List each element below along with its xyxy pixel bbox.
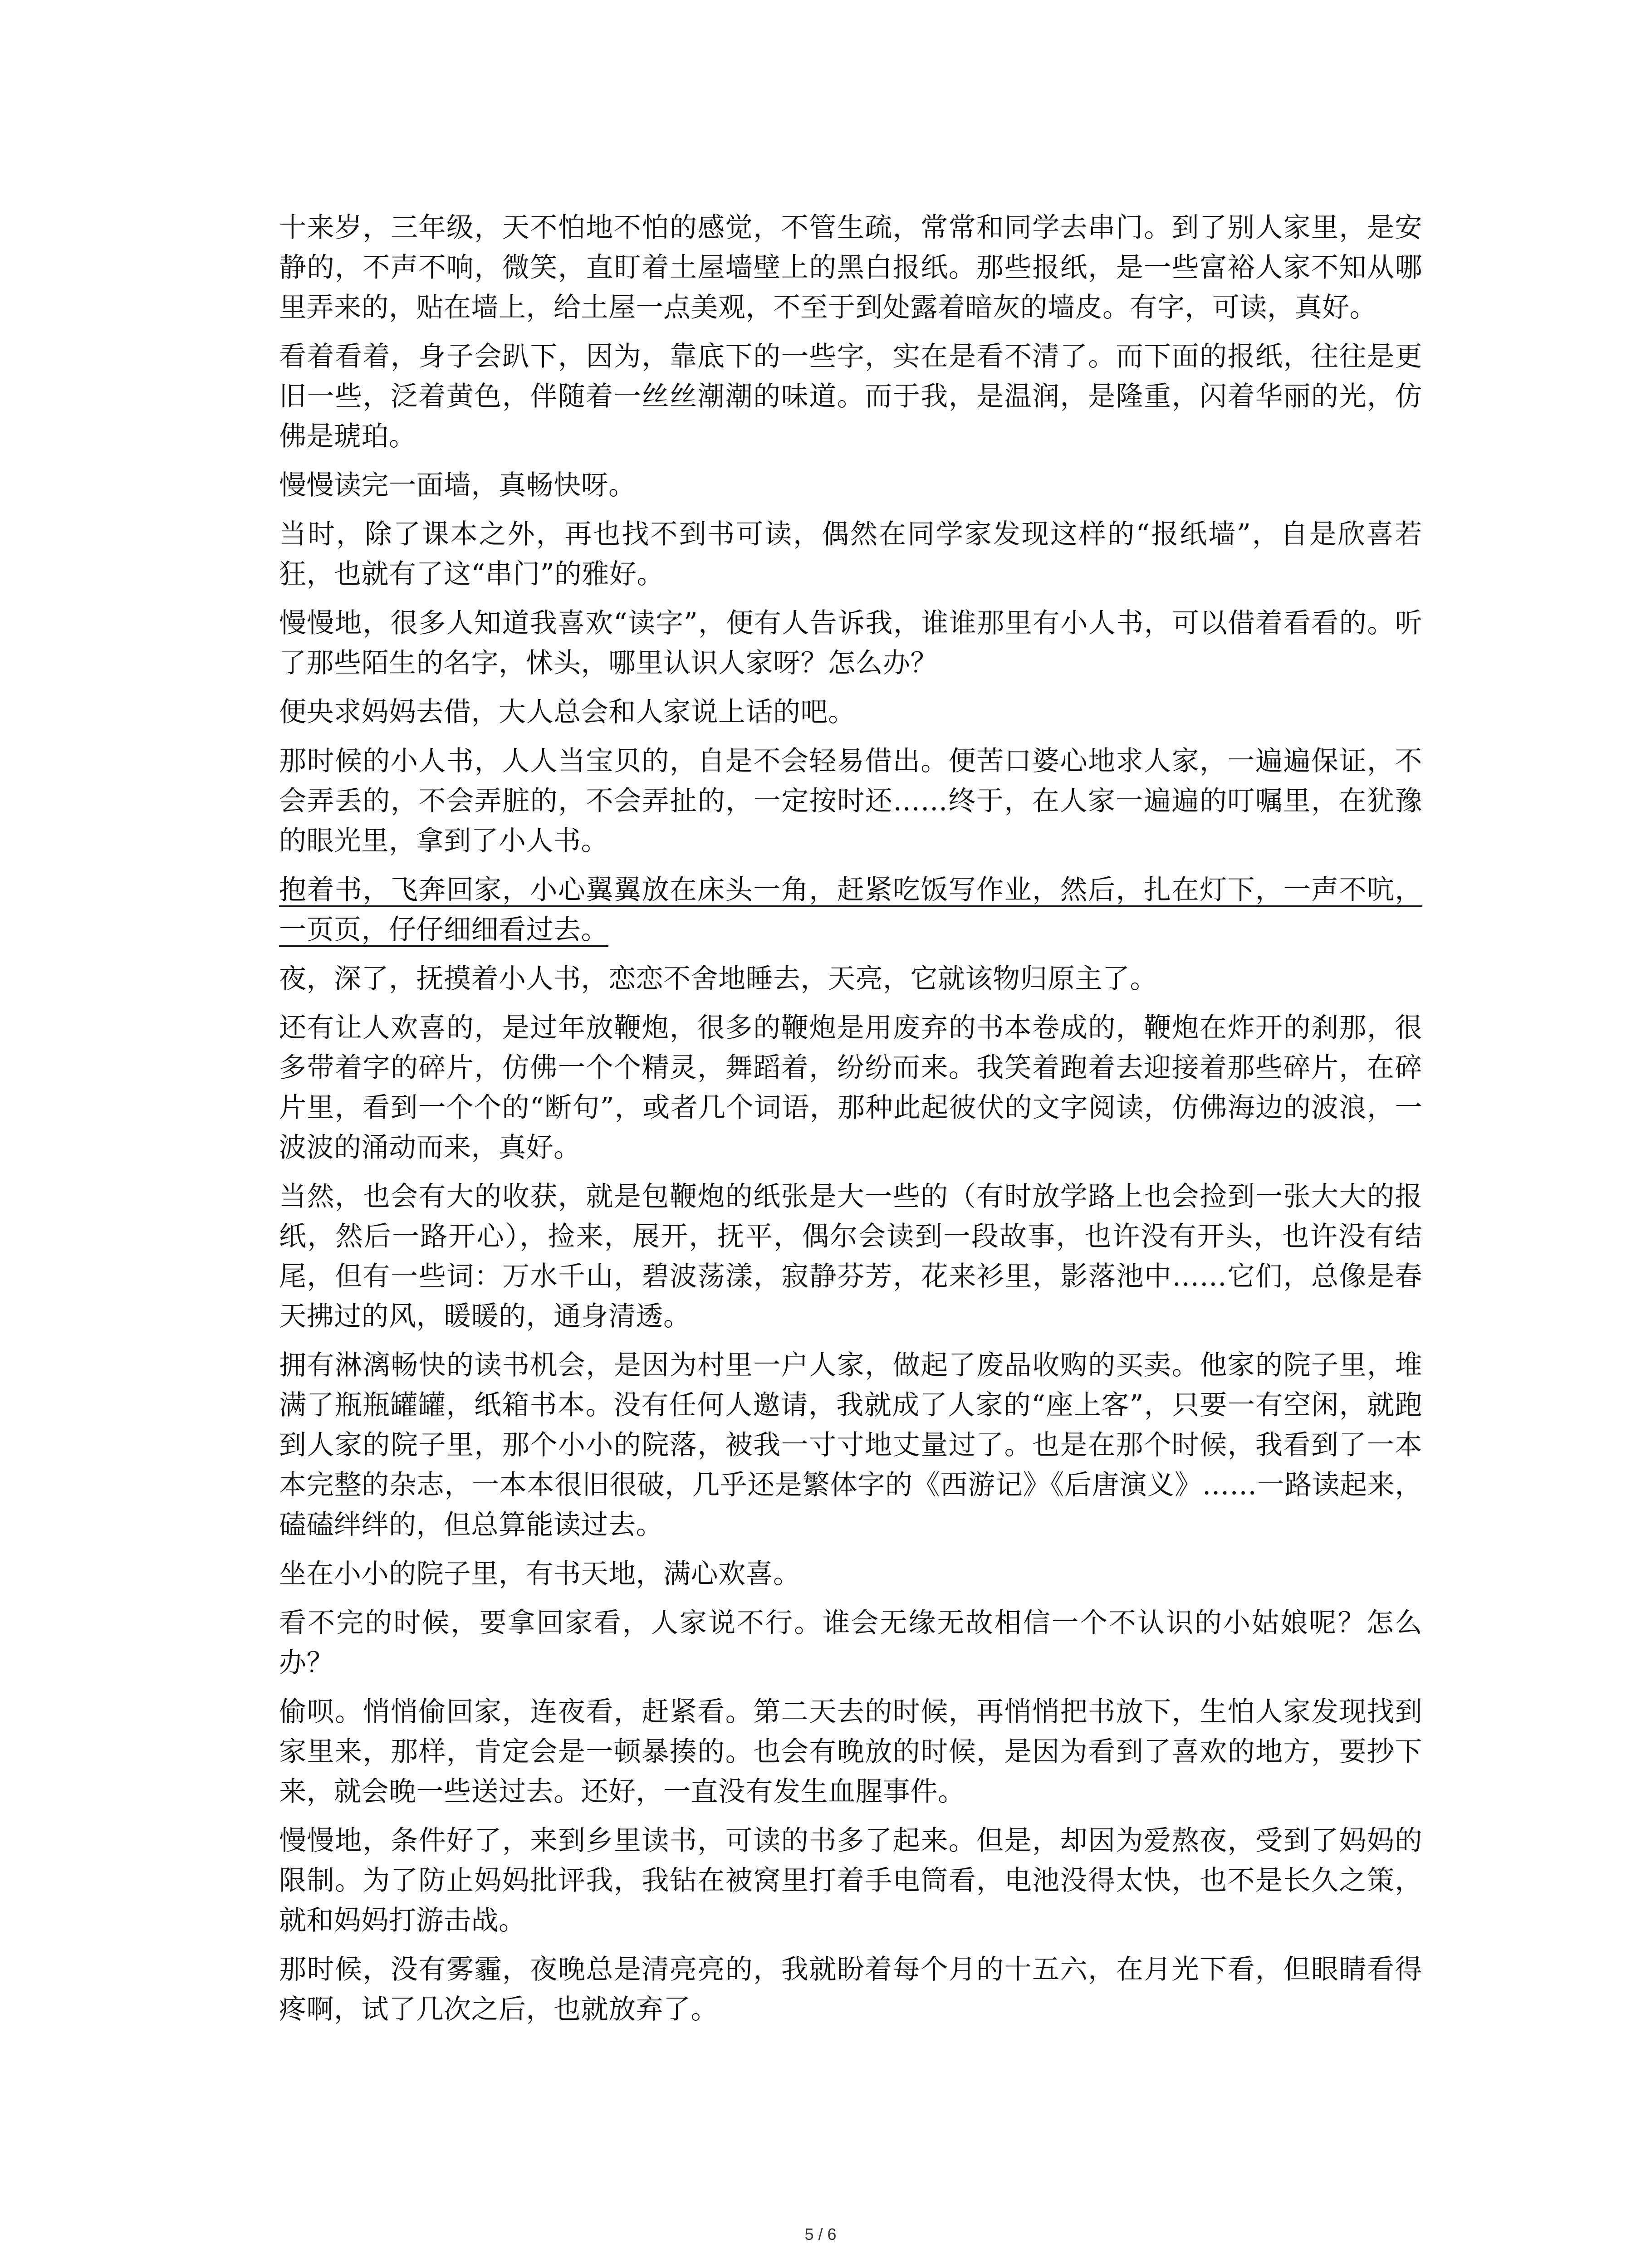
page-number: 5 / 6: [804, 2225, 837, 2244]
paragraph: 当时，除了课本之外，再也找不到书可读，偶然在同学家发现这样的“报纸墙”，自是欣喜若狂，也就有了这“串门”的雅好。: [279, 518, 1422, 590]
paragraph: 慢慢地，很多人知道我喜欢“读字”，便有人告诉我，谁谁那里有小人书，可以借着看看的。听了那些陌生的名字，怵头，哪里认识人家呀？怎么办？: [279, 607, 1422, 679]
paragraph: 那时候的小人书，人人当宝贝的，自是不会轻易借出。便苦口婆心地求人家，一遍遍保证，不会弄丢的，不会弄脏的，不会弄扯的，一定按时还……终于，在人家一遍遍的叮嘱里，在犹豫的眼光里，拿到了小人书。: [279, 745, 1422, 857]
paragraph: 慢慢地，条件好了，来到乡里读书，可读的书多了起来。但是，却因为爱熬夜，受到了妈妈的限制。为了防止妈妈批评我，我钻在被窝里打着手电筒看，电池没得太快，也不是长久之策，就和妈妈打游击战。: [279, 1825, 1422, 1936]
underlined-paragraph: 抱着书，飞奔回家，小心翼翼放在床头一角，赶紧吃饭写作业，然后，扎在灯下，一声不吭，一页页，仔仔细细看过去。: [279, 874, 1422, 946]
paragraph: 慢慢读完一面墙，真畅快呀。: [279, 469, 636, 501]
paragraph: 看着看着，身子会趴下，因为，靠底下的一些字，实在是看不清了。而下面的报纸，往往是更旧一些，泛着黄色，伴随着一丝丝潮潮的味道。而于我，是温润，是隆重，闪着华丽的光，仿佛是琥珀。: [279, 341, 1422, 452]
paragraph: 便央求妈妈去借，大人总会和人家说上话的吧。: [279, 696, 856, 728]
paragraph: 还有让人欢喜的，是过年放鞭炮，很多的鞭炮是用废弃的书本卷成的，鞭炮在炸开的刹那，很多带着字的碎片，仿佛一个个精灵，舞蹈着，纷纷而来。我笑着跑着去迎接着那些碎片，在碎片里，看到一个个的“断句”，或者几个词语，那种此起彼伏的文字阅读，仿佛海边的波浪，一波波的涌动而来，真好。: [279, 1012, 1422, 1163]
paragraph: 十来岁，三年级，天不怕地不怕的感觉，不管生疏，常常和同学去串门。到了别人家里，是安静的，不声不响，微笑，直盯着土屋墙壁上的黑白报纸。那些报纸，是一些富裕人家不知从哪里弄来的，贴在墙上，给土屋一点美观，不至于到处露着暗灰的墙皮。有字，可读，真好。: [279, 212, 1422, 323]
paragraph: 拥有淋漓畅快的读书机会，是因为村里一户人家，做起了废品收购的买卖。他家的院子里，堆满了瓶瓶罐罐，纸箱书本。没有任何人邀请，我就成了人家的“座上客”，只要一有空闲，就跑到人家的院子里，那个小小的院落，被我一寸寸地丈量过了。也是在那个时候，我看到了一本本完整的杂志，一本本很旧很破，几乎还是繁体字的《西游记》《后唐演义》……一路读起来，磕磕绊绊的，但总算能读过去。: [279, 1349, 1422, 1541]
paragraph: 看不完的时候，要拿回家看，人家说不行。谁会无缘无故相信一个不认识的小姑娘呢？怎么办？: [279, 1607, 1422, 1679]
paragraph: 当然，也会有大的收获，就是包鞭炮的纸张是大一些的（有时放学路上也会捡到一张大大的报纸，然后一路开心），捡来，展开，抚平，偶尔会读到一段故事，也许没有开头，也许没有结尾，但有一些词：万水千山，碧波荡漾，寂静芬芳，花来衫里，影落池中……它们，总像是春天拂过的风，暖暖的，通身清透。: [279, 1181, 1422, 1332]
document-body: [279, 208, 1422, 2038]
paragraph: 坐在小小的院子里，有书天地，满心欢喜。: [279, 1558, 801, 1590]
paragraph: 夜，深了，抚摸着小人书，恋恋不舍地睡去，天亮，它就该物归原主了。: [279, 963, 1157, 995]
paragraph: 偷呗。悄悄偷回家，连夜看，赶紧看。第二天去的时候，再悄悄把书放下，生怕人家发现找到家里来，那样，肯定会是一顿暴揍的。也会有晚放的时候，是因为看到了喜欢的地方，要抄下来，就会晚一些送过去。还好，一直没有发生血腥事件。: [279, 1696, 1422, 1808]
paragraph: 那时候，没有雾霾，夜晚总是清亮亮的，我就盼着每个月的十五六，在月光下看，但眼睛看得疼啊，试了几次之后，也就放弃了。: [279, 1954, 1422, 2025]
